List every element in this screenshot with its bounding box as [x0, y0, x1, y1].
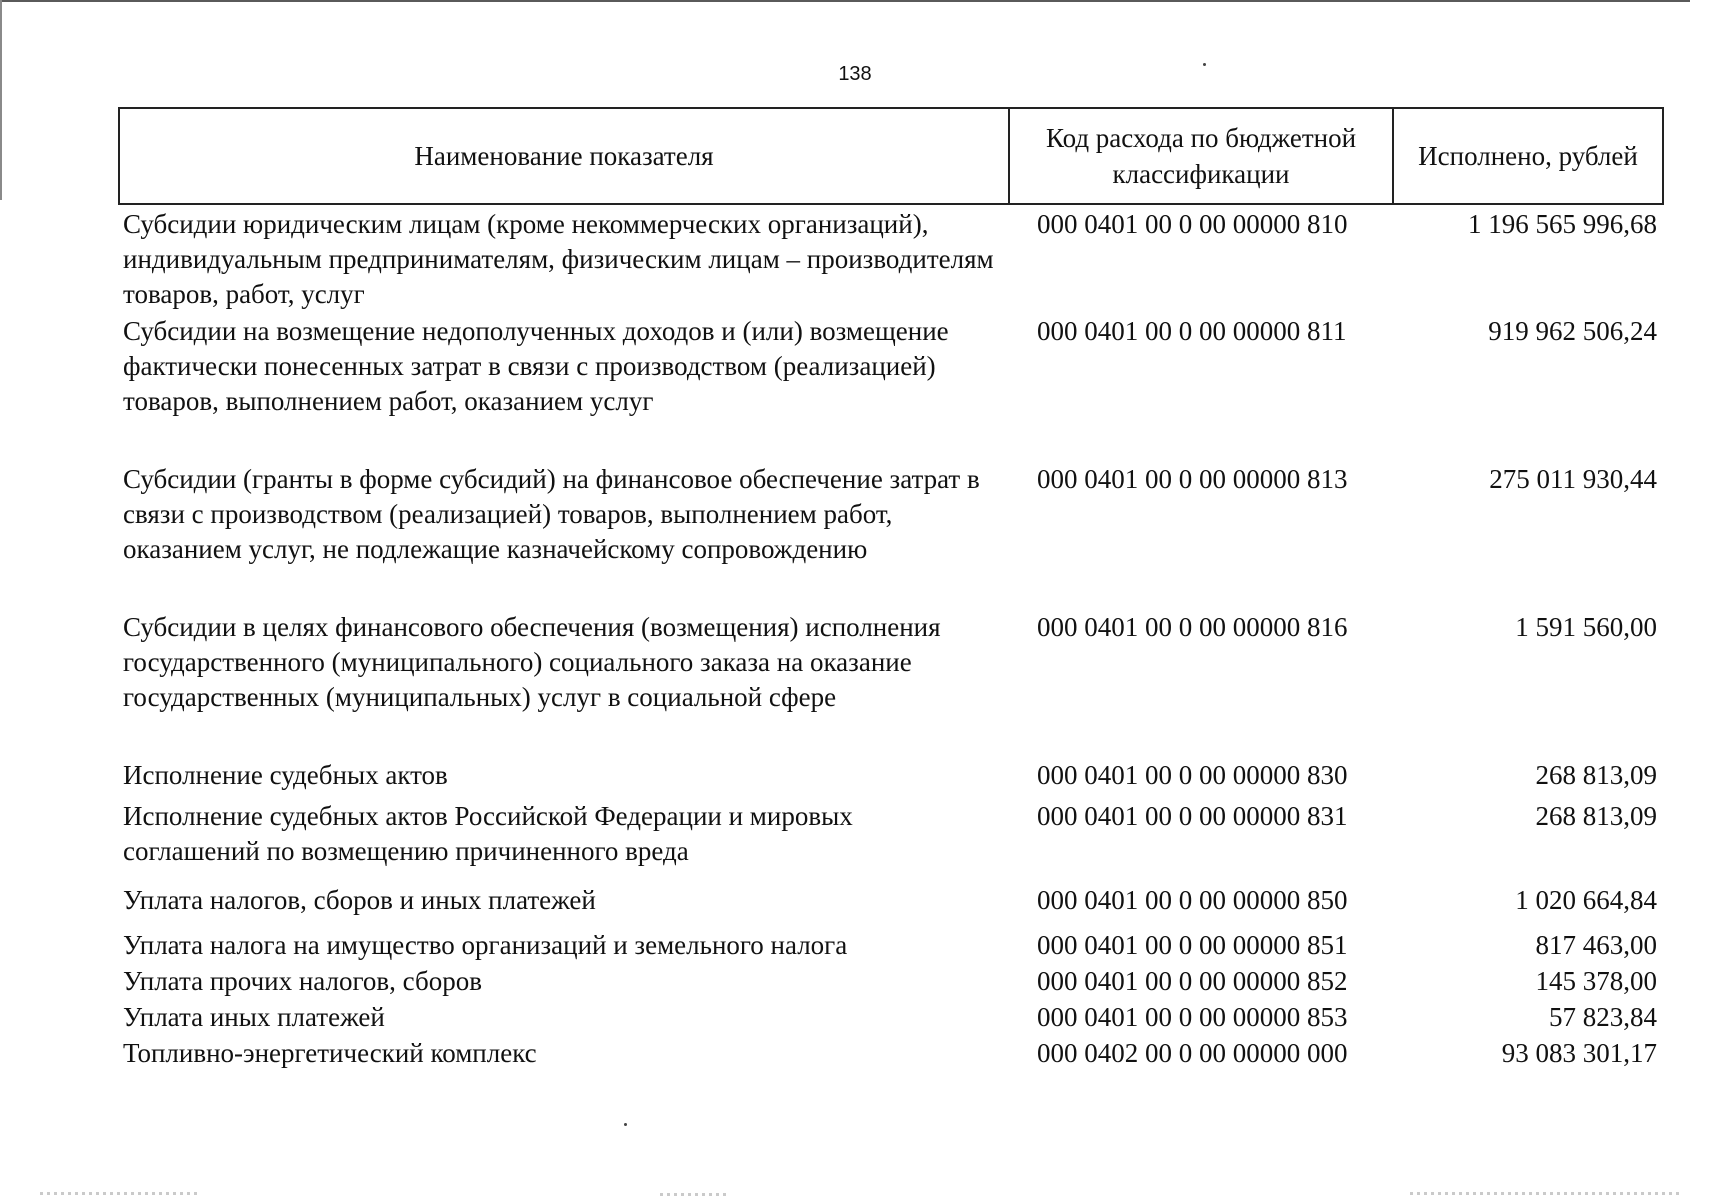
- table-row: [119, 1000, 1663, 1036]
- budget-code-cell: 000 0402 00 0 00 00000 000: [1037, 1038, 1348, 1068]
- budget-code-cell: 000 0401 00 0 00 00000 811: [1037, 316, 1347, 346]
- executed-amount-cell: 1 020 664,84: [1515, 885, 1657, 915]
- scan-noise-bottom-left: [40, 1192, 200, 1195]
- budget-execution-table: [118, 107, 1664, 1072]
- executed-amount-cell: 145 378,00: [1535, 966, 1657, 996]
- scan-noise-bottom-right: [1410, 1192, 1680, 1195]
- budget-code-cell: 000 0401 00 0 00 00000 852: [1037, 966, 1348, 996]
- table-row: [119, 462, 1663, 610]
- scan-border-left: [0, 0, 2, 200]
- budget-code-cell: 000 0401 00 0 00 00000 831: [1037, 801, 1348, 831]
- table-row: [119, 928, 1663, 964]
- table-header-row: [119, 108, 1663, 204]
- indicator-name-cell: Уплата налогов, сборов и иных платежей: [123, 885, 596, 915]
- table-row: [119, 964, 1663, 1000]
- indicator-name-cell: Уплата налога на имущество организаций и земельного налога: [123, 930, 848, 960]
- page-number: [0, 63, 1710, 86]
- executed-amount-cell: 57 823,84: [1549, 1002, 1657, 1032]
- budget-code-cell: 000 0401 00 0 00 00000 813: [1037, 464, 1348, 494]
- budget-execution-table-wrap: [118, 107, 1662, 1072]
- table-body: [119, 204, 1663, 1072]
- header-executed-amount: Исполнено, рублей: [1393, 108, 1663, 204]
- executed-amount-cell: 1 196 565 996,68: [1468, 209, 1657, 239]
- scan-border-top: [0, 0, 1690, 2]
- indicator-name-cell: Субсидии юридическим лицам (кроме некоммерческих организаций), индивидуальным предпринимателям, физическим лицам – производителям товаров, работ, услуг: [123, 209, 994, 309]
- indicator-name-cell: Уплата прочих налогов, сборов: [123, 966, 482, 996]
- table-row: [119, 883, 1663, 928]
- header-budget-code: Код расхода по бюджетной классификации: [1009, 108, 1393, 204]
- budget-code-cell: 000 0401 00 0 00 00000 850: [1037, 885, 1348, 915]
- executed-amount-cell: 919 962 506,24: [1488, 316, 1657, 346]
- executed-amount-cell: 268 813,09: [1535, 801, 1657, 831]
- indicator-name-cell: Субсидии в целях финансового обеспечения (возмещения) исполнения государственного (муниципального) социального заказа на оказание государственных (муниципальных) услуг в социальной сфере: [123, 612, 941, 712]
- header-indicator-name: Наименование показателя: [119, 108, 1009, 204]
- executed-amount-cell: 817 463,00: [1535, 930, 1657, 960]
- indicator-name-cell: Исполнение судебных актов: [123, 760, 448, 790]
- page-number-text: 138: [838, 63, 872, 85]
- budget-code-cell: 000 0401 00 0 00 00000 830: [1037, 760, 1348, 790]
- table-row: [119, 758, 1663, 799]
- table-header: [119, 108, 1663, 204]
- table-row: [119, 1036, 1663, 1072]
- budget-code-cell: 000 0401 00 0 00 00000 853: [1037, 1002, 1348, 1032]
- scan-noise-bottom-mid: [660, 1193, 730, 1196]
- executed-amount-cell: 268 813,09: [1535, 760, 1657, 790]
- executed-amount-cell: 93 083 301,17: [1501, 1038, 1657, 1068]
- table-row: [119, 799, 1663, 883]
- table-row: [119, 204, 1663, 314]
- indicator-name-cell: Топливно-энергетический комплекс: [123, 1038, 537, 1068]
- table-row: [119, 610, 1663, 758]
- scan-speck: [624, 1123, 627, 1126]
- executed-amount-cell: 275 011 930,44: [1489, 464, 1657, 494]
- indicator-name-cell: Субсидии (гранты в форме субсидий) на финансовое обеспечение затрат в связи с производством (реализацией) товаров, выполнением работ, оказанием услуг, не подлежащие казначейскому сопровождению: [123, 464, 980, 564]
- table-row: [119, 314, 1663, 462]
- indicator-name-cell: Уплата иных платежей: [123, 1002, 385, 1032]
- indicator-name-cell: Исполнение судебных актов Российской Федерации и мировых соглашений по возмещению причиненного вреда: [123, 801, 853, 866]
- budget-code-cell: 000 0401 00 0 00 00000 810: [1037, 209, 1348, 239]
- budget-code-cell: 000 0401 00 0 00 00000 816: [1037, 612, 1348, 642]
- budget-code-cell: 000 0401 00 0 00 00000 851: [1037, 930, 1348, 960]
- executed-amount-cell: 1 591 560,00: [1515, 612, 1657, 642]
- indicator-name-cell: Субсидии на возмещение недополученных доходов и (или) возмещение фактически понесенных затрат в связи с производством (реализацией) товаров, выполнением работ, оказанием услуг: [123, 316, 949, 416]
